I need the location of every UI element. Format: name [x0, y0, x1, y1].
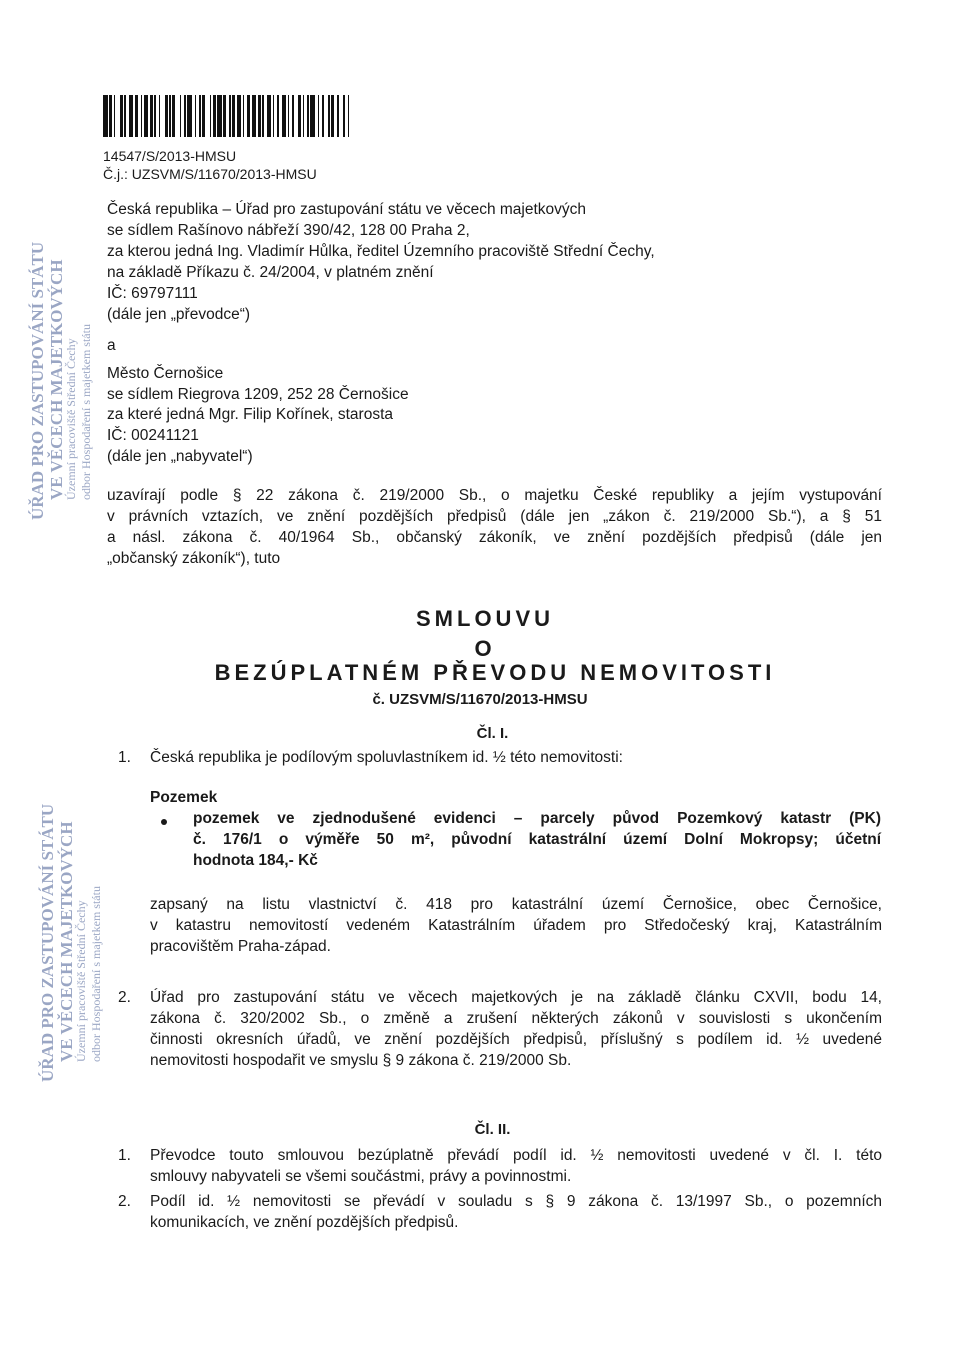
party-line: (dále jen „převodce“)	[107, 306, 251, 323]
article-heading-1: Čl. I.	[476, 725, 509, 742]
party-line: se sídlem Riegrova 1209, 252 28 Černošice	[107, 386, 409, 403]
stamp-line: ÚŘAD PRO ZASTUPOVÁNÍ STÁTU	[28, 241, 47, 520]
registry-line: zapsaný na listu vlastnictví č. 418 pro katastrální území Černošice, obec Černošice,	[150, 896, 882, 913]
article-heading-2: Čl. II.	[474, 1121, 511, 1138]
party-line: Česká republika – Úřad pro zastupování státu ve věcech majetkových	[107, 201, 587, 218]
contract-title-line3: BEZÚPLATNÉM PŘEVODU NEMOVITOSTI	[214, 660, 776, 685]
party-line: (dále jen „nabyvatel“)	[107, 448, 253, 465]
item-line: Úřad pro zastupování státu ve věcech majetkových je na základě článku CXVII, bodu 14,	[150, 989, 882, 1006]
parcel-line: č. 176/1 o výměře 50 m², původní katastrální území Dolní Mokropsy; účetní	[193, 831, 881, 848]
file-reference: 14547/S/2013-HMSU	[103, 148, 237, 164]
pozemek-label: Pozemek	[150, 789, 218, 806]
item-number: 2.	[118, 989, 131, 1006]
case-reference: Č.j.: UZSVM/S/11670/2013-HMSU	[103, 166, 317, 182]
contract-number: č. UZSVM/S/11670/2013-HMSU	[372, 691, 588, 708]
intro-line: v právních vztazích, ve znění pozdějších předpisů (dále jen „zákon č. 219/2000 Sb.“), a § 51	[107, 508, 882, 525]
contract-title-line1: SMLOUVU	[416, 606, 554, 631]
intro-line: „občanský zákoník“), tuto	[107, 550, 281, 567]
conjunction: a	[107, 337, 116, 354]
stamp-line: Územní pracoviště Střední Čechy	[74, 900, 88, 1062]
party-line: IČ: 69797111	[107, 285, 198, 302]
item-line: činnosti okresních úřadů, ve znění pozdějších předpisů, příslušný s podílem id. ½ uvedené	[150, 1031, 882, 1048]
barcode	[103, 95, 498, 137]
item-number: 1.	[118, 1147, 131, 1164]
bullet-icon	[161, 819, 167, 825]
stamp-line: odbor Hospodaření s majetkem státu	[89, 886, 103, 1062]
stamp-line: VE VĚCECH MAJETKOVÝCH	[57, 821, 76, 1062]
party-line: na základě Příkazu č. 24/2004, v platném znění	[107, 264, 434, 281]
intro-line: a násl. zákona č. 40/1964 Sb., občanský zákoník, ve znění pozdějších předpisů (dále jen	[107, 529, 882, 546]
contract-title-line2: O	[474, 636, 496, 661]
stamp-line: odbor Hospodaření s majetkem státu	[79, 324, 93, 500]
item-line: smlouvy nabyvateli se všemi součástmi, právy a povinnostmi.	[150, 1168, 572, 1185]
party-line: za kterou jedná Ing. Vladimír Hůlka, ředitel Územního pracoviště Střední Čechy,	[107, 243, 655, 260]
party-line: se sídlem Rašínovo nábřeží 390/42, 128 00 Praha 2,	[107, 222, 470, 239]
item-line: komunikacích, ve znění pozdějších předpisů.	[150, 1214, 459, 1231]
stamp-line: Územní pracoviště Střední Čechy	[64, 338, 78, 500]
parcel-line: pozemek ve zjednodušené evidenci – parcely původ Pozemkový katastr (PK)	[193, 810, 881, 827]
item-number: 1.	[118, 749, 131, 766]
registry-line: pracovištěm Praha-západ.	[150, 938, 331, 955]
intro-line: uzavírají podle § 22 zákona č. 219/2000 Sb., o majetku České republiky a jejím vystupování	[107, 487, 882, 504]
item-number: 2.	[118, 1193, 131, 1210]
stamp-line: VE VĚCECH MAJETKOVÝCH	[47, 259, 66, 500]
party-line: za které jedná Mgr. Filip Kořínek, starosta	[107, 406, 394, 423]
article1-item1-text: Česká republika je podílovým spoluvlastníkem id. ½ této nemovitosti:	[150, 749, 623, 766]
party-line: IČ: 00241121	[107, 427, 199, 444]
item-line: Převodce touto smlouvou bezúplatně převádí podíl id. ½ nemovitosti uvedené v čl. I. této	[150, 1147, 882, 1164]
party-line: Město Černošice	[107, 365, 224, 382]
parcel-line: hodnota 184,- Kč	[193, 852, 318, 869]
registry-line: v katastru nemovitostí vedeném Katastrálním úřadem pro Středočeský kraj, Katastrálním	[150, 917, 882, 934]
item-line: zákona č. 320/2002 Sb., o změně a zrušení některých zákonů v souvislosti s ukončením	[150, 1010, 882, 1027]
stamp-line: ÚŘAD PRO ZASTUPOVÁNÍ STÁTU	[38, 803, 57, 1082]
item-line: nemovitosti hospodařit ve smyslu § 9 zákona č. 219/2000 Sb.	[150, 1052, 572, 1069]
item-line: Podíl id. ½ nemovitosti se převádí v souladu s § 9 zákona č. 13/1997 Sb., o pozemních	[150, 1193, 882, 1210]
